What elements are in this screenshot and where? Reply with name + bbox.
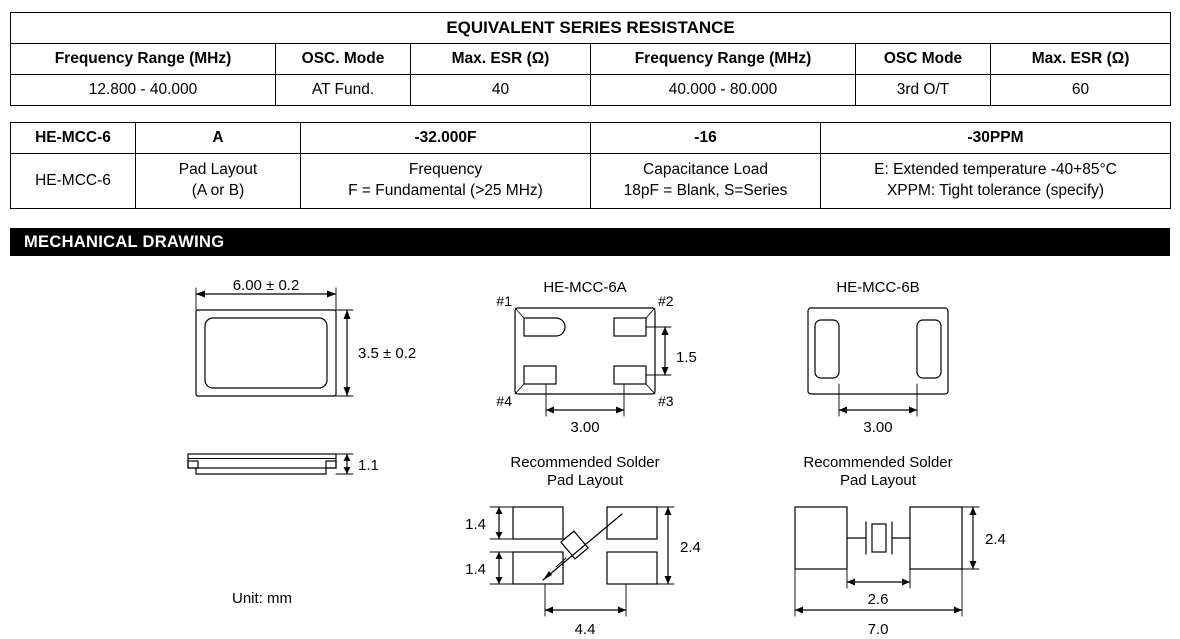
esr-cell-2: 40 — [411, 75, 591, 106]
pad-a-pin3-label: #3 — [658, 393, 674, 409]
esr-title: EQUIVALENT SERIES RESISTANCE — [11, 13, 1171, 44]
esr-cell-0: 12.800 - 40.000 — [11, 75, 276, 106]
table-row — [11, 123, 1171, 154]
esr-cell-4: 3rd O/T — [856, 75, 991, 106]
pad-a-vertical-dim: 1.5 — [676, 349, 697, 366]
pn-code-3: -16 — [591, 123, 821, 154]
pn-desc-4-line-0: E: Extended temperature -40+85°C — [874, 161, 1117, 179]
solder-a-dim-left-bottom: 1.4 — [465, 561, 486, 578]
pn-desc-1-line-0: Pad Layout — [178, 161, 258, 179]
pn-desc-4 — [821, 154, 1171, 209]
top-view-height-dim: 3.5 ± 0.2 — [358, 345, 417, 362]
esr-cell-5: 60 — [991, 75, 1171, 106]
top-view-width-dim: 6.00 ± 0.2 — [232, 277, 300, 294]
esr-cell-3: 40.000 - 80.000 — [591, 75, 856, 106]
solder-a-dim-bottom: 4.4 — [574, 621, 596, 638]
pn-code-0: HE-MCC-6 — [11, 123, 136, 154]
pn-desc-2-line-1: F = Fundamental (>25 MHz) — [348, 182, 543, 199]
pn-desc-3-line-1: 18pF = Blank, S=Series — [623, 182, 788, 199]
pad-b-title: HE-MCC-6B — [836, 279, 920, 296]
solder-a-dim-right: 2.4 — [680, 539, 701, 556]
pn-desc-3-line-0: Capacitance Load — [643, 161, 768, 179]
solder-b-dim-bottom: 7.0 — [867, 621, 889, 638]
esr-header-0: Frequency Range (MHz) — [11, 44, 276, 75]
pn-desc-4-line-1: XPPM: Tight tolerance (specify) — [886, 182, 1105, 199]
esr-header-3: Frequency Range (MHz) — [591, 44, 856, 75]
solder-a-title-line1: Recommended Solder — [510, 454, 660, 471]
solder-a-dim-left-top: 1.4 — [465, 516, 486, 533]
esr-header-4: OSC Mode — [856, 44, 991, 75]
side-view-thickness-dim: 1.1 — [358, 457, 379, 474]
pad-a-pin2-label: #2 — [658, 293, 674, 309]
solder-a-title-line2: Pad Layout — [547, 472, 623, 489]
pn-desc-2-line-0: Frequency — [408, 161, 483, 179]
solder-b-dim-inner: 2.6 — [867, 591, 889, 608]
pad-a-pin4-label: #4 — [496, 393, 512, 409]
pn-code-4: -30PPM — [821, 123, 1171, 154]
pad-a-pin1-label: #1 — [496, 293, 512, 309]
solder-b-dim-right: 2.4 — [985, 531, 1006, 548]
pn-desc-2 — [301, 154, 591, 209]
table-row — [11, 75, 1171, 106]
pn-code-2: -32.000F — [301, 123, 591, 154]
pad-a-title: HE-MCC-6A — [543, 279, 627, 296]
pn-desc-0 — [11, 154, 136, 209]
mechanical-drawing-figures — [0, 262, 1180, 639]
section-header-label: MECHANICAL DRAWING — [24, 233, 225, 251]
section-header-mechanical-drawing — [10, 228, 1170, 256]
esr-cell-1: AT Fund. — [276, 75, 411, 106]
pn-code-1: A — [136, 123, 301, 154]
esr-header-2: Max. ESR (Ω) — [411, 44, 591, 75]
table-row — [11, 154, 1171, 209]
part-number-table — [10, 122, 1171, 209]
pn-desc-1 — [136, 154, 301, 209]
pad-a-horizontal-dim: 3.00 — [570, 419, 600, 436]
pn-desc-0-line-0: HE-MCC-6 — [35, 171, 111, 189]
solder-b-title-line1: Recommended Solder — [803, 454, 953, 471]
equivalent-series-resistance-table — [10, 12, 1171, 106]
esr-header-1: OSC. Mode — [276, 44, 411, 75]
table-row — [11, 44, 1171, 75]
pn-desc-1-line-1: (A or B) — [191, 182, 245, 199]
solder-b-title-line2: Pad Layout — [840, 472, 916, 489]
unit-note: Unit: mm — [232, 590, 292, 607]
pn-desc-3 — [591, 154, 821, 209]
table-row — [11, 13, 1171, 44]
pad-b-horizontal-dim: 3.00 — [863, 419, 893, 436]
esr-header-5: Max. ESR (Ω) — [991, 44, 1171, 75]
